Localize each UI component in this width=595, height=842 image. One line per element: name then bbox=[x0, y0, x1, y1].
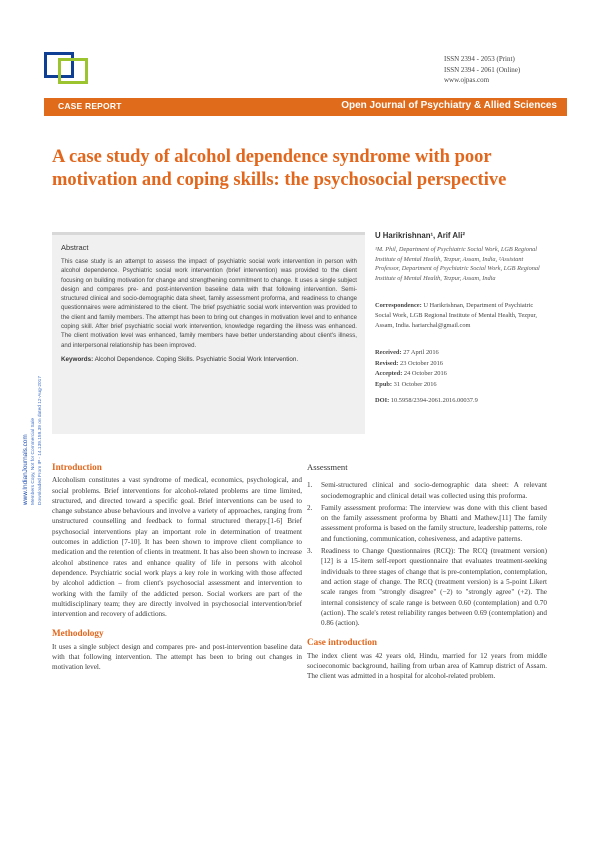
affiliations: ¹M. Phil, Department of Psychiatric Social Work, LGB Regional Institute of Mental Health, Tezpur, Assam, India, ²Assistant Professor, Department of Psychiatric Social Work, LGB Regional Institute of Mental Health, Tezpur, Assam, India bbox=[375, 246, 540, 282]
section-label: CASE REPORT bbox=[58, 101, 122, 111]
abstract-heading: Abstract bbox=[61, 243, 89, 252]
watermark-notice: Members Copy, Not for Commercial Sale bbox=[31, 417, 36, 505]
date-label: Received: bbox=[375, 349, 402, 357]
assessment-heading: Assessment bbox=[307, 462, 348, 472]
introduction-text: Alcoholism constitutes a vast syndrome of medical, economics, psychological, and social problems. Brief interventions for alcohol-related problems are time limited, structured, and directed toward a specific goal. Brief interventions can be used to change substance abuse behaviours and involve a variety of approaches, ranging from unstructured counselling and feedback to formal structured therapy.[1-6] Brief psychosocial interventions play an important role in determination of treatment outcomes in addiction [7-10]. It has been shown to improve client compliance to medication and the retention of clients in treatment. It has also been shown to increase alcohol abstinence rates and enhance quality of life in persons with alcohol dependence. Psychiatric social work plays a key role in working with those affected by alcohol addiction – from client's psychosocial assessment and intervention to working with the family of the addicted person. Social workers are part of the multidisciplinary team; they are directly involved in psychosocial intervention/brief intervention and recovery of addictions. bbox=[52, 476, 302, 619]
doi-value[interactable]: 10.5958/2394-2061.2016.00037.9 bbox=[389, 397, 478, 405]
correspondence bbox=[375, 301, 545, 330]
watermark-download: Downloaded From IP - 14.139.159.39 on dated 12-Aug-2017 bbox=[38, 376, 43, 505]
date-received bbox=[375, 348, 545, 359]
authors: U Harikrishnan¹, Arif Ali² bbox=[375, 231, 465, 240]
author-info bbox=[375, 231, 545, 404]
watermark-site: www.IndianJournals.com bbox=[22, 434, 29, 505]
abstract-box bbox=[52, 232, 365, 434]
list-item bbox=[307, 503, 547, 544]
date-label: Revised: bbox=[375, 359, 399, 367]
journal-banner bbox=[44, 98, 567, 116]
keywords-label: Keywords: bbox=[61, 355, 94, 363]
list-number: 2. bbox=[307, 503, 313, 512]
keywords-text: Alcohol Dependence. Coping Skills. Psychiatric Social Work Intervention. bbox=[93, 355, 299, 363]
list-text: Family assessment proforma: The interview was done with this client based on the family assessment proforma by Bhatti and Mathew.[11] The family assessment proforma is based on the family structure, leadership patterns, role and functioning, communication, cohesiveness, and adaptive patterns. bbox=[321, 503, 547, 543]
introduction-heading: Introduction bbox=[52, 462, 102, 472]
list-text: Readiness to Change Questionnaires (RCQ): The RCQ (treatment version)[12] is a 15-item self-report questionnaire that evaluates treatment-seeking individuals to three stages of change that is pre-contemplation, contemplation, and action stage of change. The RCQ (treatment version) is a 5-point Likert scale ranges from "strongly disagree" (−2) to "strongly agree" (+2). The internal consistency of scale range is between 0.60 (contemplation) and 0.70 (action). The scale's retest reliability ranges between 0.69 (contemplation) and 0.86 (action). bbox=[321, 547, 547, 628]
case-introduction-heading: Case introduction bbox=[307, 637, 378, 648]
logo-green-square bbox=[58, 58, 88, 84]
date-label: Accepted: bbox=[375, 370, 403, 378]
list-number: 3. bbox=[307, 547, 313, 556]
issn-block bbox=[444, 54, 520, 86]
list-item bbox=[307, 480, 547, 501]
doi-label: DOI: bbox=[375, 397, 390, 405]
journal-name: Open Journal of Psychiatry & Allied Sciences bbox=[341, 100, 557, 111]
article-title: A case study of alcohol dependence syndrome with poor motivation and coping skills: the psychosocial perspective bbox=[52, 147, 507, 190]
date-accepted bbox=[375, 369, 545, 380]
doi bbox=[375, 397, 545, 404]
date-value: 24 October 2016 bbox=[402, 370, 447, 378]
date-revised bbox=[375, 359, 545, 370]
date-value: 23 October 2016 bbox=[398, 359, 443, 367]
list-item bbox=[307, 546, 547, 628]
journal-website[interactable]: www.ojpas.com bbox=[444, 76, 490, 84]
body-column-right bbox=[307, 462, 547, 682]
correspondence-label: Correspondence: bbox=[375, 302, 422, 310]
date-epub bbox=[375, 380, 545, 391]
article-dates bbox=[375, 348, 545, 390]
issn-print: ISSN 2394 - 2053 (Print) bbox=[444, 55, 515, 63]
download-watermark bbox=[22, 376, 43, 505]
list-number: 1. bbox=[307, 481, 313, 490]
abstract-text: This case study is an attempt to assess the impact of psychiatric social work intervention in person with alcohol dependence. Psychiatric social work intervention (brief intervention) was provided to the client focusing on building motivation for change and strengthening commitment to change. It uses a single subject design and compares pre- and post-intervention baseline data with that following intervention. Semi-structured clinical and socio-demographic data sheet, family assessment proforma, and readiness to change questionnaires were administered to the client. The brief psychiatric social work intervention was provided to the client and family members. The attempt has been to bring out changes in motivation level and to enhance coping skill. After brief psychiatric social work intervention, knowledge regarding the illness was enhanced. The client motivation level was enhanced, family members have better understanding about client's illness, and interpersonal relationship has been improved. bbox=[61, 258, 357, 349]
date-label: Epub: bbox=[375, 380, 393, 388]
date-value: 31 October 2016 bbox=[392, 380, 437, 388]
keywords bbox=[61, 356, 357, 363]
correspondence-text: U Harikrishnan, Department of Psychiatric Social Work, LGB Regional Institute of Mental Health, Tezpur, Assam, India. hariarchal@gmail.com bbox=[375, 302, 538, 329]
methodology-text: It uses a single subject design and compares pre- and post-intervention baseline data with that following intervention. The attempt has been to bring out changes in motivation level. bbox=[52, 642, 302, 672]
date-value: 27 April 2016 bbox=[401, 349, 439, 357]
methodology-heading: Methodology bbox=[52, 628, 104, 639]
list-text: Semi-structured clinical and socio-demographic data sheet: A relevant sociodemographic and clinical detail was collected using this proforma. bbox=[321, 481, 547, 500]
journal-logo bbox=[44, 52, 92, 86]
assessment-list bbox=[307, 480, 547, 628]
issn-online: ISSN 2394 - 2061 (Online) bbox=[444, 65, 521, 74]
case-introduction-text: The index client was 42 years old, Hindu, married for 12 years from middle socioeconomic background, hailing from urban area of Kamrup district of Assam. The client was admitted in a hospital for alcohol-related problem. bbox=[307, 651, 547, 681]
body-column-left bbox=[52, 462, 302, 673]
